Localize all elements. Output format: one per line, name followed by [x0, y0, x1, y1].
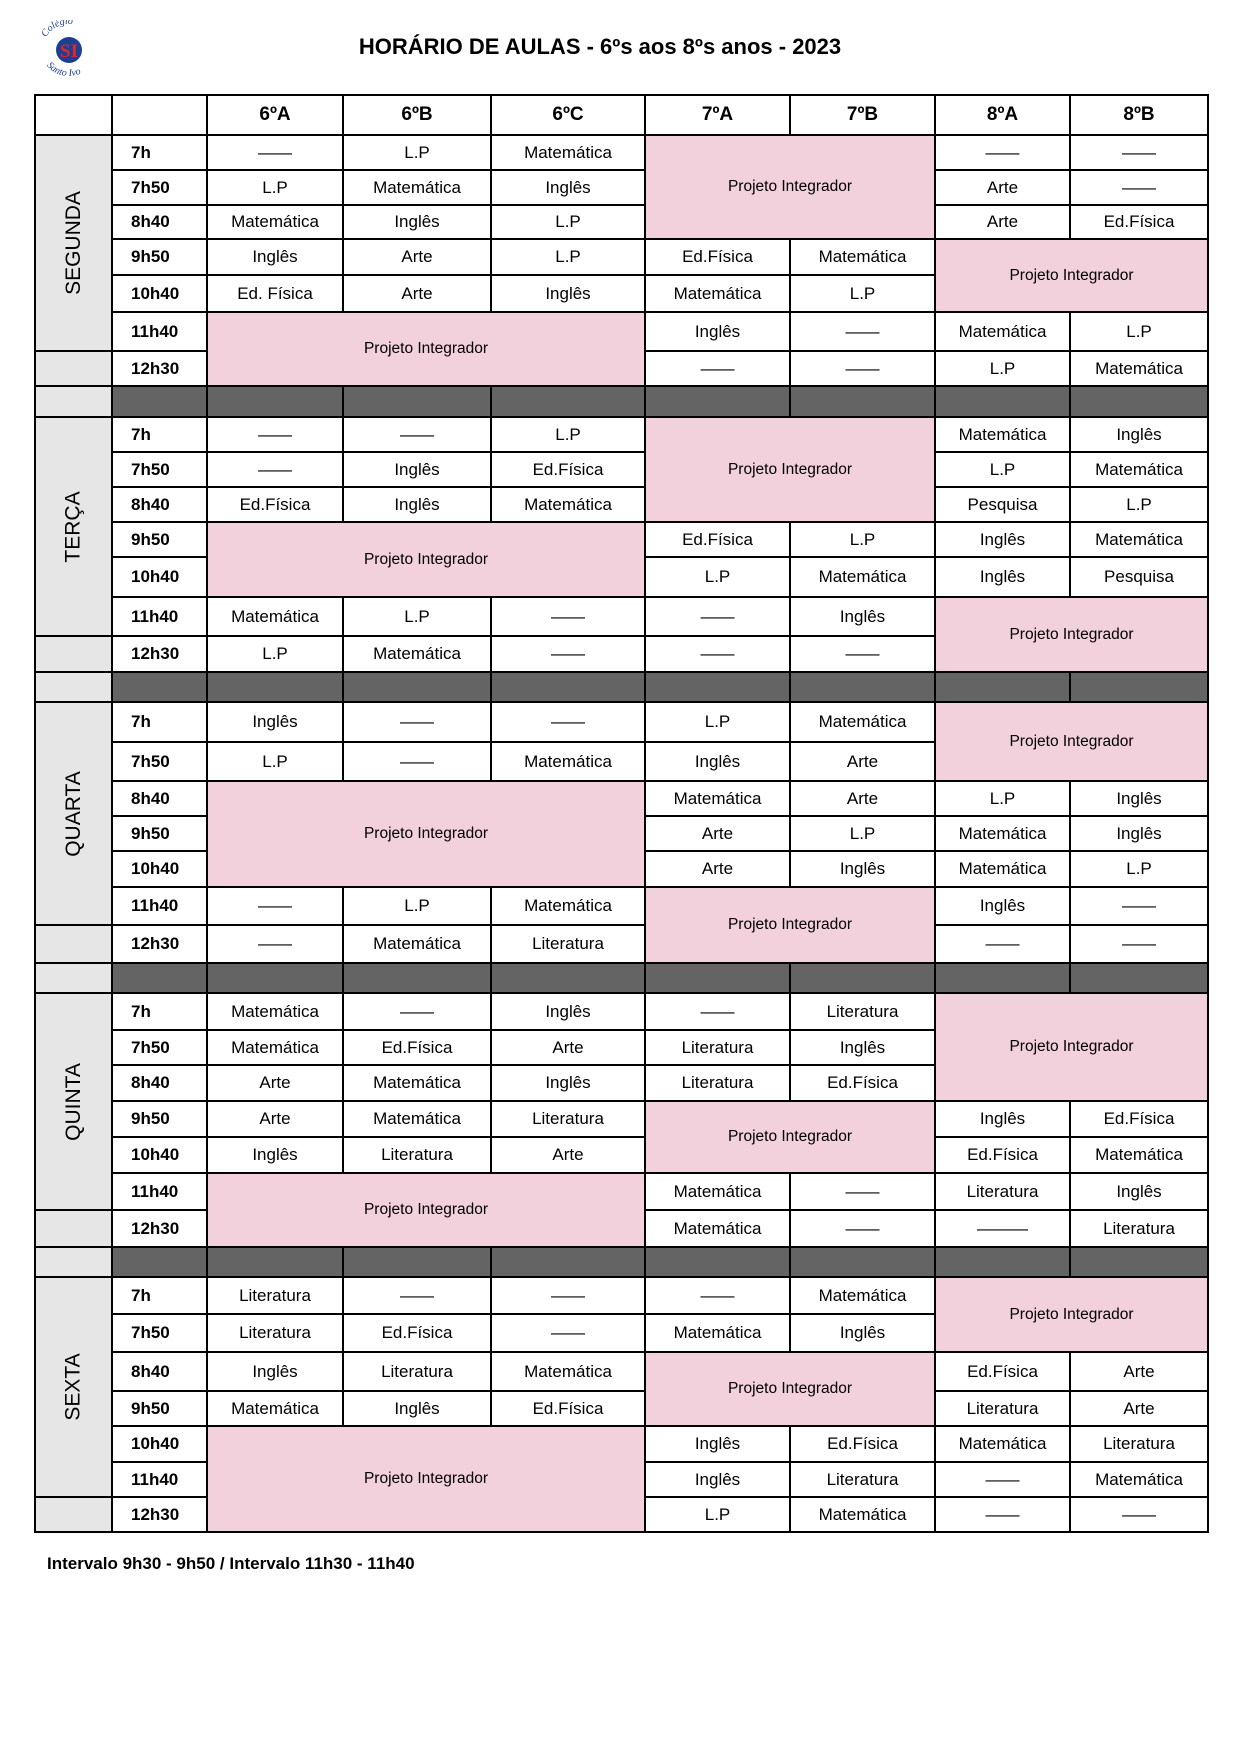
subject-cell: —— — [789, 350, 936, 387]
separator-cell — [644, 962, 791, 994]
day-label-extension — [34, 1496, 113, 1533]
subject-cell: —— — [490, 596, 646, 637]
subject-cell: Ed.Física — [206, 486, 344, 523]
day-label-extension — [34, 1209, 113, 1248]
subject-cell: —— — [644, 596, 791, 637]
subject-cell: —— — [1069, 886, 1209, 926]
subject-cell: Literatura — [934, 1390, 1071, 1427]
subject-cell: Matemática — [206, 992, 344, 1031]
separator-cell — [1069, 962, 1209, 994]
subject-cell: Literatura — [206, 1276, 344, 1315]
time-slot: 9h50 — [111, 815, 208, 852]
separator-cell — [111, 1246, 208, 1278]
projeto-integrador-block: Projeto Integrador — [206, 311, 646, 387]
subject-cell: L.P — [490, 204, 646, 240]
separator-label-cell — [34, 385, 113, 418]
svg-text:SI: SI — [60, 41, 78, 62]
subject-cell: Ed.Física — [342, 1029, 492, 1066]
subject-cell: —— — [934, 924, 1071, 964]
subject-cell: Arte — [206, 1064, 344, 1102]
subject-cell: L.P — [934, 451, 1071, 488]
projeto-integrador-block: Projeto Integrador — [644, 1100, 936, 1174]
time-slot: 11h40 — [111, 886, 208, 926]
projeto-integrador-block: Projeto Integrador — [934, 238, 1209, 313]
subject-cell: Inglês — [934, 521, 1071, 558]
subject-cell: Inglês — [644, 1425, 791, 1463]
class-header: 6ºA — [206, 94, 344, 136]
subject-cell: Ed.Física — [490, 1390, 646, 1427]
subject-cell: —— — [644, 992, 791, 1031]
subject-cell: Matemática — [644, 1313, 791, 1353]
subject-cell: Inglês — [206, 701, 344, 743]
subject-cell: Literatura — [644, 1064, 791, 1102]
day-label — [34, 992, 113, 1211]
subject-cell: L.P — [934, 350, 1071, 387]
subject-cell: Arte — [789, 741, 936, 782]
subject-cell: Matemática — [206, 204, 344, 240]
separator-cell — [789, 385, 936, 418]
subject-cell: Matemática — [342, 1064, 492, 1102]
subject-cell: Inglês — [342, 204, 492, 240]
subject-cell: Ed.Física — [1069, 204, 1209, 240]
subject-cell: Literatura — [1069, 1425, 1209, 1463]
subject-cell: Matemática — [342, 169, 492, 206]
subject-cell: Pesquisa — [1069, 556, 1209, 598]
time-slot: 10h40 — [111, 1136, 208, 1174]
subject-cell: —— — [206, 886, 344, 926]
subject-cell: Inglês — [490, 274, 646, 313]
subject-cell: Inglês — [1069, 815, 1209, 852]
separator-cell — [789, 1246, 936, 1278]
subject-cell: Ed.Física — [934, 1351, 1071, 1392]
subject-cell: Matemática — [789, 1276, 936, 1315]
separator-cell — [111, 671, 208, 703]
subject-cell: Ed.Física — [644, 238, 791, 276]
subject-cell: Arte — [206, 1100, 344, 1138]
separator-cell — [111, 385, 208, 418]
subject-cell: Matemática — [490, 134, 646, 171]
time-slot: 7h — [111, 134, 208, 171]
subject-cell: Matemática — [342, 1100, 492, 1138]
separator-label-cell — [34, 671, 113, 703]
time-slot: 11h40 — [111, 1461, 208, 1498]
time-slot: 8h40 — [111, 1351, 208, 1392]
subject-cell: Matemática — [1069, 350, 1209, 387]
subject-cell: Literatura — [490, 1100, 646, 1138]
subject-cell: Arte — [490, 1136, 646, 1174]
subject-cell: Matemática — [206, 1390, 344, 1427]
subject-cell: Matemática — [1069, 451, 1209, 488]
subject-cell: Literatura — [342, 1351, 492, 1392]
subject-cell: Ed.Física — [644, 521, 791, 558]
subject-cell: Ed.Física — [490, 451, 646, 488]
separator-cell — [644, 385, 791, 418]
subject-cell: Matemática — [1069, 1136, 1209, 1174]
projeto-integrador-block: Projeto Integrador — [206, 1425, 646, 1533]
subject-cell: Inglês — [644, 741, 791, 782]
subject-cell: Inglês — [490, 1064, 646, 1102]
subject-cell: Inglês — [342, 486, 492, 523]
time-slot: 11h40 — [111, 596, 208, 637]
subject-cell: Inglês — [342, 1390, 492, 1427]
subject-cell: Matemática — [490, 486, 646, 523]
subject-cell: Ed.Física — [789, 1425, 936, 1463]
subject-cell: Matemática — [789, 556, 936, 598]
subject-cell: —— — [789, 1172, 936, 1211]
day-label-extension — [34, 924, 113, 964]
class-header: 7ºA — [644, 94, 791, 136]
subject-cell: Arte — [1069, 1390, 1209, 1427]
subject-cell: Ed.Física — [789, 1064, 936, 1102]
subject-cell: Arte — [644, 850, 791, 888]
subject-cell: L.P — [206, 635, 344, 673]
time-slot: 8h40 — [111, 486, 208, 523]
subject-cell: Literatura — [789, 1461, 936, 1498]
subject-cell: —— — [1069, 1496, 1209, 1533]
time-slot: 10h40 — [111, 1425, 208, 1463]
subject-cell: —— — [1069, 134, 1209, 171]
time-slot: 10h40 — [111, 274, 208, 313]
subject-cell: L.P — [1069, 850, 1209, 888]
subject-cell: Matemática — [789, 701, 936, 743]
separator-cell — [490, 962, 646, 994]
time-slot: 7h — [111, 992, 208, 1031]
subject-cell: Inglês — [789, 1313, 936, 1353]
subject-cell: Matemática — [490, 741, 646, 782]
projeto-integrador-block: Projeto Integrador — [934, 992, 1209, 1102]
time-slot: 10h40 — [111, 556, 208, 598]
subject-cell: —— — [206, 924, 344, 964]
header-corner-cell — [34, 94, 113, 136]
subject-cell: L.P — [490, 416, 646, 453]
subject-cell: L.P — [206, 169, 344, 206]
subject-cell: Literatura — [789, 992, 936, 1031]
time-slot: 9h50 — [111, 521, 208, 558]
subject-cell: Arte — [1069, 1351, 1209, 1392]
subject-cell: —— — [644, 1276, 791, 1315]
time-slot: 7h — [111, 701, 208, 743]
time-slot: 7h — [111, 1276, 208, 1315]
time-slot: 12h30 — [111, 924, 208, 964]
subject-cell: —— — [342, 741, 492, 782]
projeto-integrador-block: Projeto Integrador — [644, 1351, 936, 1427]
subject-cell: —— — [490, 635, 646, 673]
class-header: 8ºB — [1069, 94, 1209, 136]
subject-cell: L.P — [490, 238, 646, 276]
projeto-integrador-block: Projeto Integrador — [206, 1172, 646, 1248]
separator-cell — [789, 671, 936, 703]
subject-cell: L.P — [644, 556, 791, 598]
subject-cell: Inglês — [1069, 780, 1209, 817]
subject-cell: Literatura — [644, 1029, 791, 1066]
subject-cell: —— — [934, 1496, 1071, 1533]
subject-cell: Inglês — [934, 556, 1071, 598]
subject-cell: Matemática — [934, 311, 1071, 352]
subject-cell: Ed.Física — [1069, 1100, 1209, 1138]
subject-cell: Inglês — [206, 1136, 344, 1174]
subject-cell: —— — [1069, 924, 1209, 964]
subject-cell: Matemática — [934, 1425, 1071, 1463]
separator-cell — [342, 671, 492, 703]
subject-cell: Arte — [934, 169, 1071, 206]
subject-cell: Literatura — [1069, 1209, 1209, 1248]
subject-cell: L.P — [934, 780, 1071, 817]
separator-cell — [934, 1246, 1071, 1278]
subject-cell: Literatura — [490, 924, 646, 964]
subject-cell: L.P — [789, 815, 936, 852]
time-slot: 7h — [111, 416, 208, 453]
subject-cell: —— — [342, 992, 492, 1031]
time-slot: 12h30 — [111, 350, 208, 387]
subject-cell: Literatura — [934, 1172, 1071, 1211]
separator-cell — [206, 385, 344, 418]
time-slot: 12h30 — [111, 1209, 208, 1248]
separator-cell — [934, 962, 1071, 994]
subject-cell: Arte — [342, 238, 492, 276]
day-label — [34, 416, 113, 637]
subject-cell: Ed. Física — [206, 274, 344, 313]
projeto-integrador-block: Projeto Integrador — [934, 701, 1209, 782]
subject-cell: —— — [789, 1209, 936, 1248]
subject-cell: Matemática — [644, 1172, 791, 1211]
projeto-integrador-block: Projeto Integrador — [644, 134, 936, 240]
subject-cell: —— — [206, 451, 344, 488]
subject-cell: Matemática — [490, 1351, 646, 1392]
time-slot: 11h40 — [111, 311, 208, 352]
day-label-extension — [34, 350, 113, 387]
day-name: SEGUNDA — [61, 191, 85, 295]
time-slot: 10h40 — [111, 850, 208, 888]
separator-cell — [206, 1246, 344, 1278]
subject-cell: —— — [789, 635, 936, 673]
subject-cell: Matemática — [206, 596, 344, 637]
separator-label-cell — [34, 1246, 113, 1278]
separator-cell — [644, 1246, 791, 1278]
day-label — [34, 701, 113, 926]
subject-cell: Inglês — [934, 1100, 1071, 1138]
subject-cell: Matemática — [934, 850, 1071, 888]
separator-cell — [934, 671, 1071, 703]
time-slot: 9h50 — [111, 1100, 208, 1138]
subject-cell: L.P — [342, 134, 492, 171]
time-slot: 12h30 — [111, 1496, 208, 1533]
time-slot: 8h40 — [111, 204, 208, 240]
separator-cell — [342, 385, 492, 418]
projeto-integrador-block: Projeto Integrador — [206, 780, 646, 888]
subject-cell: Matemática — [490, 886, 646, 926]
separator-label-cell — [34, 962, 113, 994]
header-time-cell — [111, 94, 208, 136]
projeto-integrador-block: Projeto Integrador — [644, 886, 936, 964]
subject-cell: Matemática — [644, 780, 791, 817]
time-slot: 9h50 — [111, 1390, 208, 1427]
subject-cell: L.P — [789, 521, 936, 558]
subject-cell: Literatura — [342, 1136, 492, 1174]
day-label — [34, 134, 113, 352]
subject-cell: Matemática — [206, 1029, 344, 1066]
projeto-integrador-block: Projeto Integrador — [206, 521, 646, 598]
subject-cell: Inglês — [206, 238, 344, 276]
subject-cell: Inglês — [789, 850, 936, 888]
subject-cell: Matemática — [934, 416, 1071, 453]
time-slot: 8h40 — [111, 780, 208, 817]
subject-cell: —— — [490, 1313, 646, 1353]
projeto-integrador-block: Projeto Integrador — [934, 596, 1209, 673]
subject-cell: Inglês — [1069, 1172, 1209, 1211]
separator-cell — [1069, 385, 1209, 418]
day-label — [34, 1276, 113, 1498]
projeto-integrador-block: Projeto Integrador — [934, 1276, 1209, 1353]
time-slot: 7h50 — [111, 741, 208, 782]
subject-cell: L.P — [644, 1496, 791, 1533]
subject-cell: Matemática — [789, 238, 936, 276]
subject-cell: Arte — [934, 204, 1071, 240]
subject-cell: —— — [490, 701, 646, 743]
subject-cell: Inglês — [644, 1461, 791, 1498]
subject-cell: L.P — [1069, 486, 1209, 523]
time-slot: 8h40 — [111, 1064, 208, 1102]
day-name: SEXTA — [61, 1353, 85, 1421]
separator-cell — [490, 1246, 646, 1278]
separator-cell — [789, 962, 936, 994]
subject-cell: Arte — [342, 274, 492, 313]
subject-cell: Inglês — [490, 992, 646, 1031]
separator-cell — [111, 962, 208, 994]
subject-cell: Matemática — [342, 924, 492, 964]
subject-cell: —— — [934, 134, 1071, 171]
svg-text:Santo Ivo: Santo Ivo — [44, 60, 83, 78]
time-slot: 9h50 — [111, 238, 208, 276]
subject-cell: —— — [644, 635, 791, 673]
time-slot: 7h50 — [111, 1313, 208, 1353]
subject-cell: L.P — [342, 886, 492, 926]
subject-cell: Arte — [490, 1029, 646, 1066]
subject-cell: Pesquisa — [934, 486, 1071, 523]
time-slot: 7h50 — [111, 169, 208, 206]
subject-cell: —— — [342, 1276, 492, 1315]
subject-cell: Literatura — [206, 1313, 344, 1353]
separator-cell — [490, 385, 646, 418]
separator-cell — [206, 962, 344, 994]
day-name: QUARTA — [61, 770, 85, 857]
subject-cell: —— — [342, 701, 492, 743]
separator-cell — [342, 962, 492, 994]
subject-cell: L.P — [342, 596, 492, 637]
separator-cell — [206, 671, 344, 703]
break-times-note: Intervalo 9h30 - 9h50 / Intervalo 11h30 - 11h40 — [47, 1554, 415, 1573]
time-slot: 12h30 — [111, 635, 208, 673]
class-header: 7ºB — [789, 94, 936, 136]
subject-cell: Inglês — [342, 451, 492, 488]
subject-cell: Inglês — [1069, 416, 1209, 453]
separator-cell — [934, 385, 1071, 418]
separator-cell — [342, 1246, 492, 1278]
day-label-extension — [34, 635, 113, 673]
subject-cell: Inglês — [789, 1029, 936, 1066]
separator-cell — [1069, 671, 1209, 703]
subject-cell: Inglês — [934, 886, 1071, 926]
projeto-integrador-block: Projeto Integrador — [644, 416, 936, 523]
separator-cell — [644, 671, 791, 703]
subject-cell: L.P — [1069, 311, 1209, 352]
subject-cell: Inglês — [206, 1351, 344, 1392]
subject-cell: L.P — [644, 701, 791, 743]
subject-cell: ——— — [934, 1209, 1071, 1248]
subject-cell: Matemática — [644, 1209, 791, 1248]
day-name: QUINTA — [61, 1062, 85, 1141]
subject-cell: Matemática — [1069, 521, 1209, 558]
subject-cell: —— — [934, 1461, 1071, 1498]
subject-cell: L.P — [789, 274, 936, 313]
subject-cell: Inglês — [644, 311, 791, 352]
time-slot: 7h50 — [111, 451, 208, 488]
class-header: 6ºC — [490, 94, 646, 136]
time-slot: 11h40 — [111, 1172, 208, 1211]
subject-cell: —— — [490, 1276, 646, 1315]
subject-cell: Matemática — [1069, 1461, 1209, 1498]
subject-cell: —— — [789, 311, 936, 352]
subject-cell: —— — [644, 350, 791, 387]
subject-cell: Arte — [644, 815, 791, 852]
subject-cell: —— — [206, 134, 344, 171]
subject-cell: Ed.Física — [342, 1313, 492, 1353]
subject-cell: —— — [206, 416, 344, 453]
day-name: TERÇA — [61, 490, 85, 563]
subject-cell: Ed.Física — [934, 1136, 1071, 1174]
subject-cell: Matemática — [789, 1496, 936, 1533]
separator-cell — [490, 671, 646, 703]
class-header: 6ºB — [342, 94, 492, 136]
subject-cell: Inglês — [789, 596, 936, 637]
separator-cell — [1069, 1246, 1209, 1278]
subject-cell: Matemática — [342, 635, 492, 673]
subject-cell: L.P — [206, 741, 344, 782]
page-title: HORÁRIO DE AULAS - 6ºs aos 8ºs anos - 2023 — [358, 34, 842, 59]
subject-cell: Matemática — [644, 274, 791, 313]
subject-cell: Arte — [789, 780, 936, 817]
subject-cell: —— — [1069, 169, 1209, 206]
subject-cell: Inglês — [490, 169, 646, 206]
time-slot: 7h50 — [111, 1029, 208, 1066]
svg-text:Colégio: Colégio — [39, 20, 74, 40]
subject-cell: Matemática — [934, 815, 1071, 852]
class-header: 8ºA — [934, 94, 1071, 136]
subject-cell: —— — [342, 416, 492, 453]
